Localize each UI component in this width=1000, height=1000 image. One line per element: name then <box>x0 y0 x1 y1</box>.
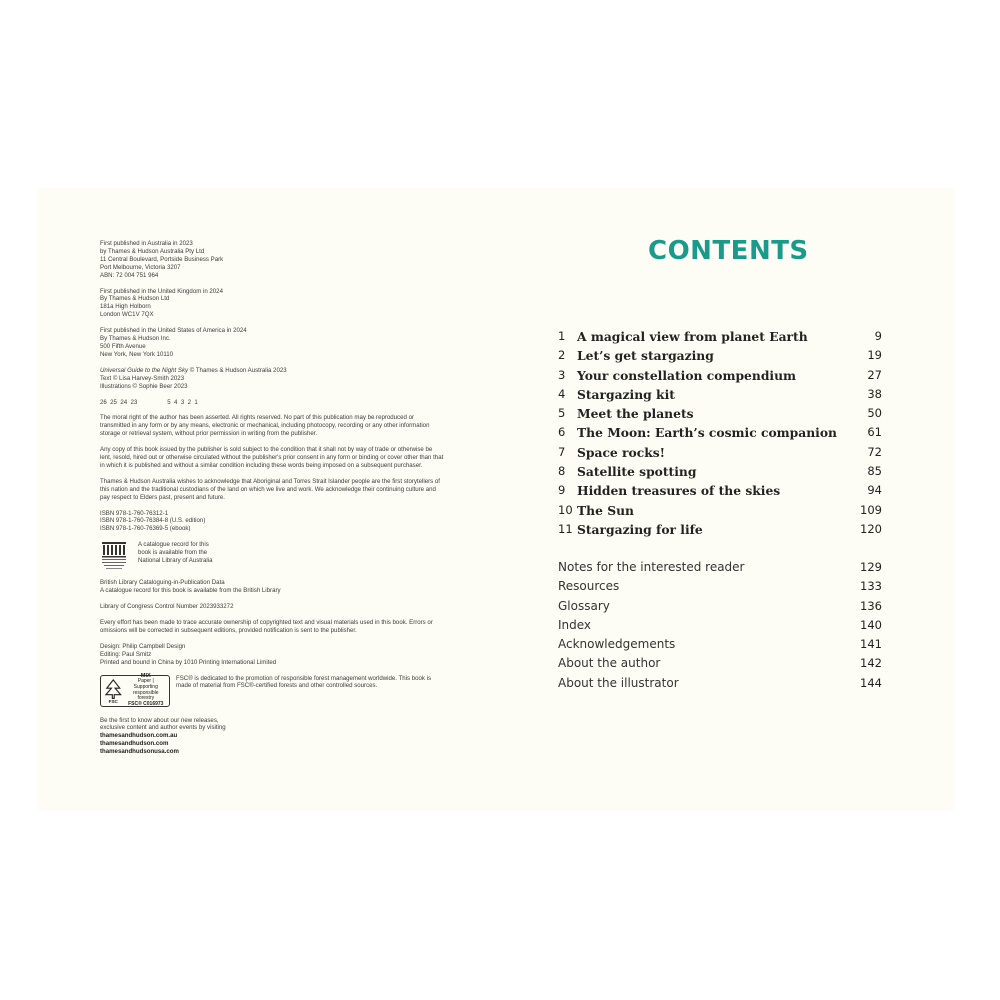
back-matter-page: 144 <box>860 675 882 690</box>
nla-line: National Library of Australia <box>138 557 213 565</box>
chapter-title: Hidden treasures of the skies <box>577 483 781 499</box>
chapter-title: The Sun <box>577 502 634 518</box>
conditions-statement: Any copy of this book issued by the publisher is sold subject to the condition that it shall not by way of trade or otherwise be lent, resold, hired out or otherwise circulated without the publisher's prior consent in any form or binding or cover other than that in which it is published and without a similar condition including these words being imposed on a subsequent purchaser. <box>100 446 444 469</box>
chapter-number: 8 <box>558 464 566 479</box>
toc-chapter-4[interactable] <box>558 385 882 404</box>
production-credits <box>100 643 445 667</box>
imprint-line: by Thames & Hudson Australia Pty Ltd <box>100 247 205 255</box>
copyright-effort-statement: Every effort has been made to trace accurate ownership of copyrighted text and visual materials used in this book. Errors or omissions will be corrected in subsequent editions, provided notification is sent to the publisher. <box>100 619 433 634</box>
australia-publication-block <box>100 240 445 280</box>
chapter-list <box>558 327 882 539</box>
toc-chapter-11[interactable] <box>558 520 882 539</box>
isbn-block <box>100 510 445 534</box>
imprint-line: By Thames & Hudson Ltd <box>100 295 170 303</box>
toc-about-author[interactable] <box>558 654 882 673</box>
rights-statement: The moral right of the author has been asserted. All rights reserved. No part of this publication may be reproduced or transmitted in any form or by any means, electronic or mechanical, including photocopy, recording or any other information storage or retrieval system, without prior permission in writing from the publisher. <box>100 414 430 438</box>
illustrations-credit: Illustrations © Sophie Beer 2023 <box>100 382 188 390</box>
isbn-line: ISBN 978-1-760-76369-5 (ebook) <box>100 525 191 533</box>
back-matter-page: 141 <box>860 637 882 652</box>
credit-line: Printed and bound in China by 1010 Printing International Limited <box>100 658 277 666</box>
back-matter-page: 136 <box>860 598 882 613</box>
back-matter-title: Resources <box>558 579 620 594</box>
imprint-line: Port Melbourne, Victoria 3207 <box>100 263 181 271</box>
text-credit: Text © Lisa Harvey-Smith 2023 <box>100 374 185 382</box>
website-link[interactable]: thamesandhudson.com <box>100 740 169 748</box>
chapter-page: 94 <box>867 483 882 498</box>
nla-record <box>100 541 445 571</box>
chapter-page: 109 <box>860 502 882 517</box>
fsc-line: Paper | Supporting <box>133 678 158 690</box>
british-library-line: A catalogue record for this book is available from the British Library <box>100 587 281 595</box>
chapter-page: 120 <box>860 521 882 536</box>
british-library-block <box>100 579 445 595</box>
newsletter-block <box>100 717 445 757</box>
national-library-logo <box>100 541 128 571</box>
fsc-mix: MIX <box>140 672 151 679</box>
chapter-page: 50 <box>867 406 882 421</box>
print-line-numbers: 5 4 3 2 1 <box>167 398 198 406</box>
nla-record-text <box>138 541 213 565</box>
back-matter-page: 142 <box>860 656 882 671</box>
toc-chapter-1[interactable] <box>558 327 882 346</box>
toc-resources[interactable] <box>558 577 882 596</box>
chapter-number: 9 <box>558 483 566 498</box>
chapter-page: 72 <box>867 444 882 459</box>
back-matter-title: Index <box>558 617 592 632</box>
chapter-number: 2 <box>558 348 566 363</box>
british-library-line: British Library Cataloguing-in-Publication Data <box>100 579 225 587</box>
book-title: Universal Guide to the Night Sky <box>100 366 189 374</box>
newsletter-line: Be the first to know about our new releases, <box>100 716 219 724</box>
fsc-line: responsible forestry <box>132 689 159 702</box>
imprint-line: London WC1V 7QX <box>100 311 154 319</box>
print-line <box>100 399 445 407</box>
imprint-line: First published in the United Kingdom in 2024 <box>100 287 223 295</box>
chapter-number: 5 <box>558 406 566 421</box>
chapter-page: 38 <box>867 386 882 401</box>
fsc-code: FSC® C016973 <box>128 700 164 707</box>
country-acknowledgement: Thames & Hudson Australia wishes to acknowledge that Aboriginal and Torres Strait Islander people are the first storytellers of this nation and the traditional custodians of the land on which we live and work. We acknowledge their continuing culture and pay respect to Elders past, present and future. <box>100 477 440 501</box>
chapter-page: 61 <box>867 425 882 440</box>
toc-glossary[interactable] <box>558 597 882 616</box>
back-matter-page: 129 <box>860 560 882 574</box>
website-link[interactable]: thamesandhudson.com.au <box>100 732 178 740</box>
usa-publication-block <box>100 327 445 359</box>
toc-acknowledgements[interactable] <box>558 635 882 654</box>
toc-chapter-10[interactable] <box>558 501 882 520</box>
chapter-title: Stargazing for life <box>577 521 703 537</box>
back-matter-title: Glossary <box>558 598 610 613</box>
contents-title: CONTENTS <box>648 236 809 266</box>
credit-line: Editing: Paul Smitz <box>100 650 152 658</box>
copyright-block <box>100 367 445 391</box>
copyright-holder: © Thames & Hudson Australia 2023 <box>188 366 287 374</box>
website-link[interactable]: thamesandhudsonusa.com <box>100 748 179 756</box>
toc-index[interactable] <box>558 616 882 635</box>
imprint-line: ABN: 72 004 751 964 <box>100 271 159 279</box>
chapter-title: Your constellation compendium <box>577 367 797 383</box>
back-matter-title: Notes for the interested reader <box>558 560 745 574</box>
fsc-logo-text: FSC <box>108 698 118 704</box>
fsc-tree-icon <box>104 677 123 705</box>
fsc-label-text <box>126 674 166 708</box>
fsc-description: FSC® is dedicated to the promotion of responsible forest management worldwide. This book is made of material from FSC®-certified forests and other controlled sources. <box>176 674 432 690</box>
chapter-number: 3 <box>558 367 566 382</box>
imprint-page <box>100 240 445 764</box>
isbn-line: ISBN 978-1-760-76312-1 <box>100 509 169 517</box>
back-matter-title: About the author <box>558 656 661 671</box>
copyright-line <box>100 367 445 375</box>
chapter-number: 6 <box>558 425 566 440</box>
imprint-line: By Thames & Hudson Inc. <box>100 335 171 343</box>
nla-line: book is available from the <box>138 549 208 557</box>
toc-chapter-3[interactable] <box>558 366 882 385</box>
toc-chapter-9[interactable] <box>558 481 882 500</box>
chapter-title: Let’s get stargazing <box>577 348 714 364</box>
toc-notes[interactable] <box>558 558 882 577</box>
back-matter-page: 133 <box>860 579 882 594</box>
imprint-line: 500 Fifth Avenue <box>100 342 146 350</box>
chapter-title: Meet the planets <box>577 406 694 422</box>
toc-chapter-5[interactable] <box>558 404 882 423</box>
back-matter-title: About the illustrator <box>558 675 679 690</box>
back-matter-page: 140 <box>860 617 882 632</box>
back-matter-title: Acknowledgements <box>558 637 676 652</box>
toc-chapter-6[interactable] <box>558 423 882 442</box>
loc-number: Library of Congress Control Number 2023933272 <box>100 603 234 611</box>
chapter-number: 4 <box>558 386 566 401</box>
nla-line: A catalogue record for this <box>138 541 209 549</box>
fsc-label <box>100 672 170 707</box>
toc-chapter-7[interactable] <box>558 443 882 462</box>
chapter-page: 27 <box>867 367 882 382</box>
chapter-number: 1 <box>558 329 566 343</box>
imprint-line: First published in Australia in 2023 <box>100 240 193 247</box>
chapter-number: 7 <box>558 444 566 459</box>
chapter-number: 10 <box>558 502 573 517</box>
imprint-line: First published in the United States of America in 2024 <box>100 327 247 335</box>
imprint-line: 11 Central Boulevard, Portside Business Park <box>100 255 224 263</box>
chapter-title: Stargazing kit <box>577 386 675 402</box>
toc-about-illustrator[interactable] <box>558 674 882 693</box>
isbn-line: ISBN 978-1-760-76384-8 (U.S. edition) <box>100 517 206 525</box>
chapter-title: A magical view from planet Earth <box>577 329 808 344</box>
uk-publication-block <box>100 288 445 320</box>
chapter-page: 85 <box>867 464 882 479</box>
credit-line: Design: Philip Campbell Design <box>100 642 186 650</box>
newsletter-line: exclusive content and author events by visiting <box>100 724 226 732</box>
back-matter-list <box>558 558 882 693</box>
fsc-block <box>100 672 445 707</box>
chapter-page: 19 <box>867 348 882 363</box>
toc-chapter-2[interactable] <box>558 346 882 365</box>
chapter-title: The Moon: Earth’s cosmic companion <box>577 425 837 441</box>
toc-chapter-8[interactable] <box>558 462 882 481</box>
imprint-line: 181a High Holborn <box>100 303 151 311</box>
imprint-line: New York, New York 10110 <box>100 350 174 358</box>
chapter-title: Satellite spotting <box>577 464 697 480</box>
chapter-page: 9 <box>874 329 882 343</box>
chapter-title: Space rocks! <box>577 444 666 460</box>
print-line-years: 26 25 24 23 <box>100 398 138 406</box>
chapter-number: 11 <box>558 521 573 536</box>
